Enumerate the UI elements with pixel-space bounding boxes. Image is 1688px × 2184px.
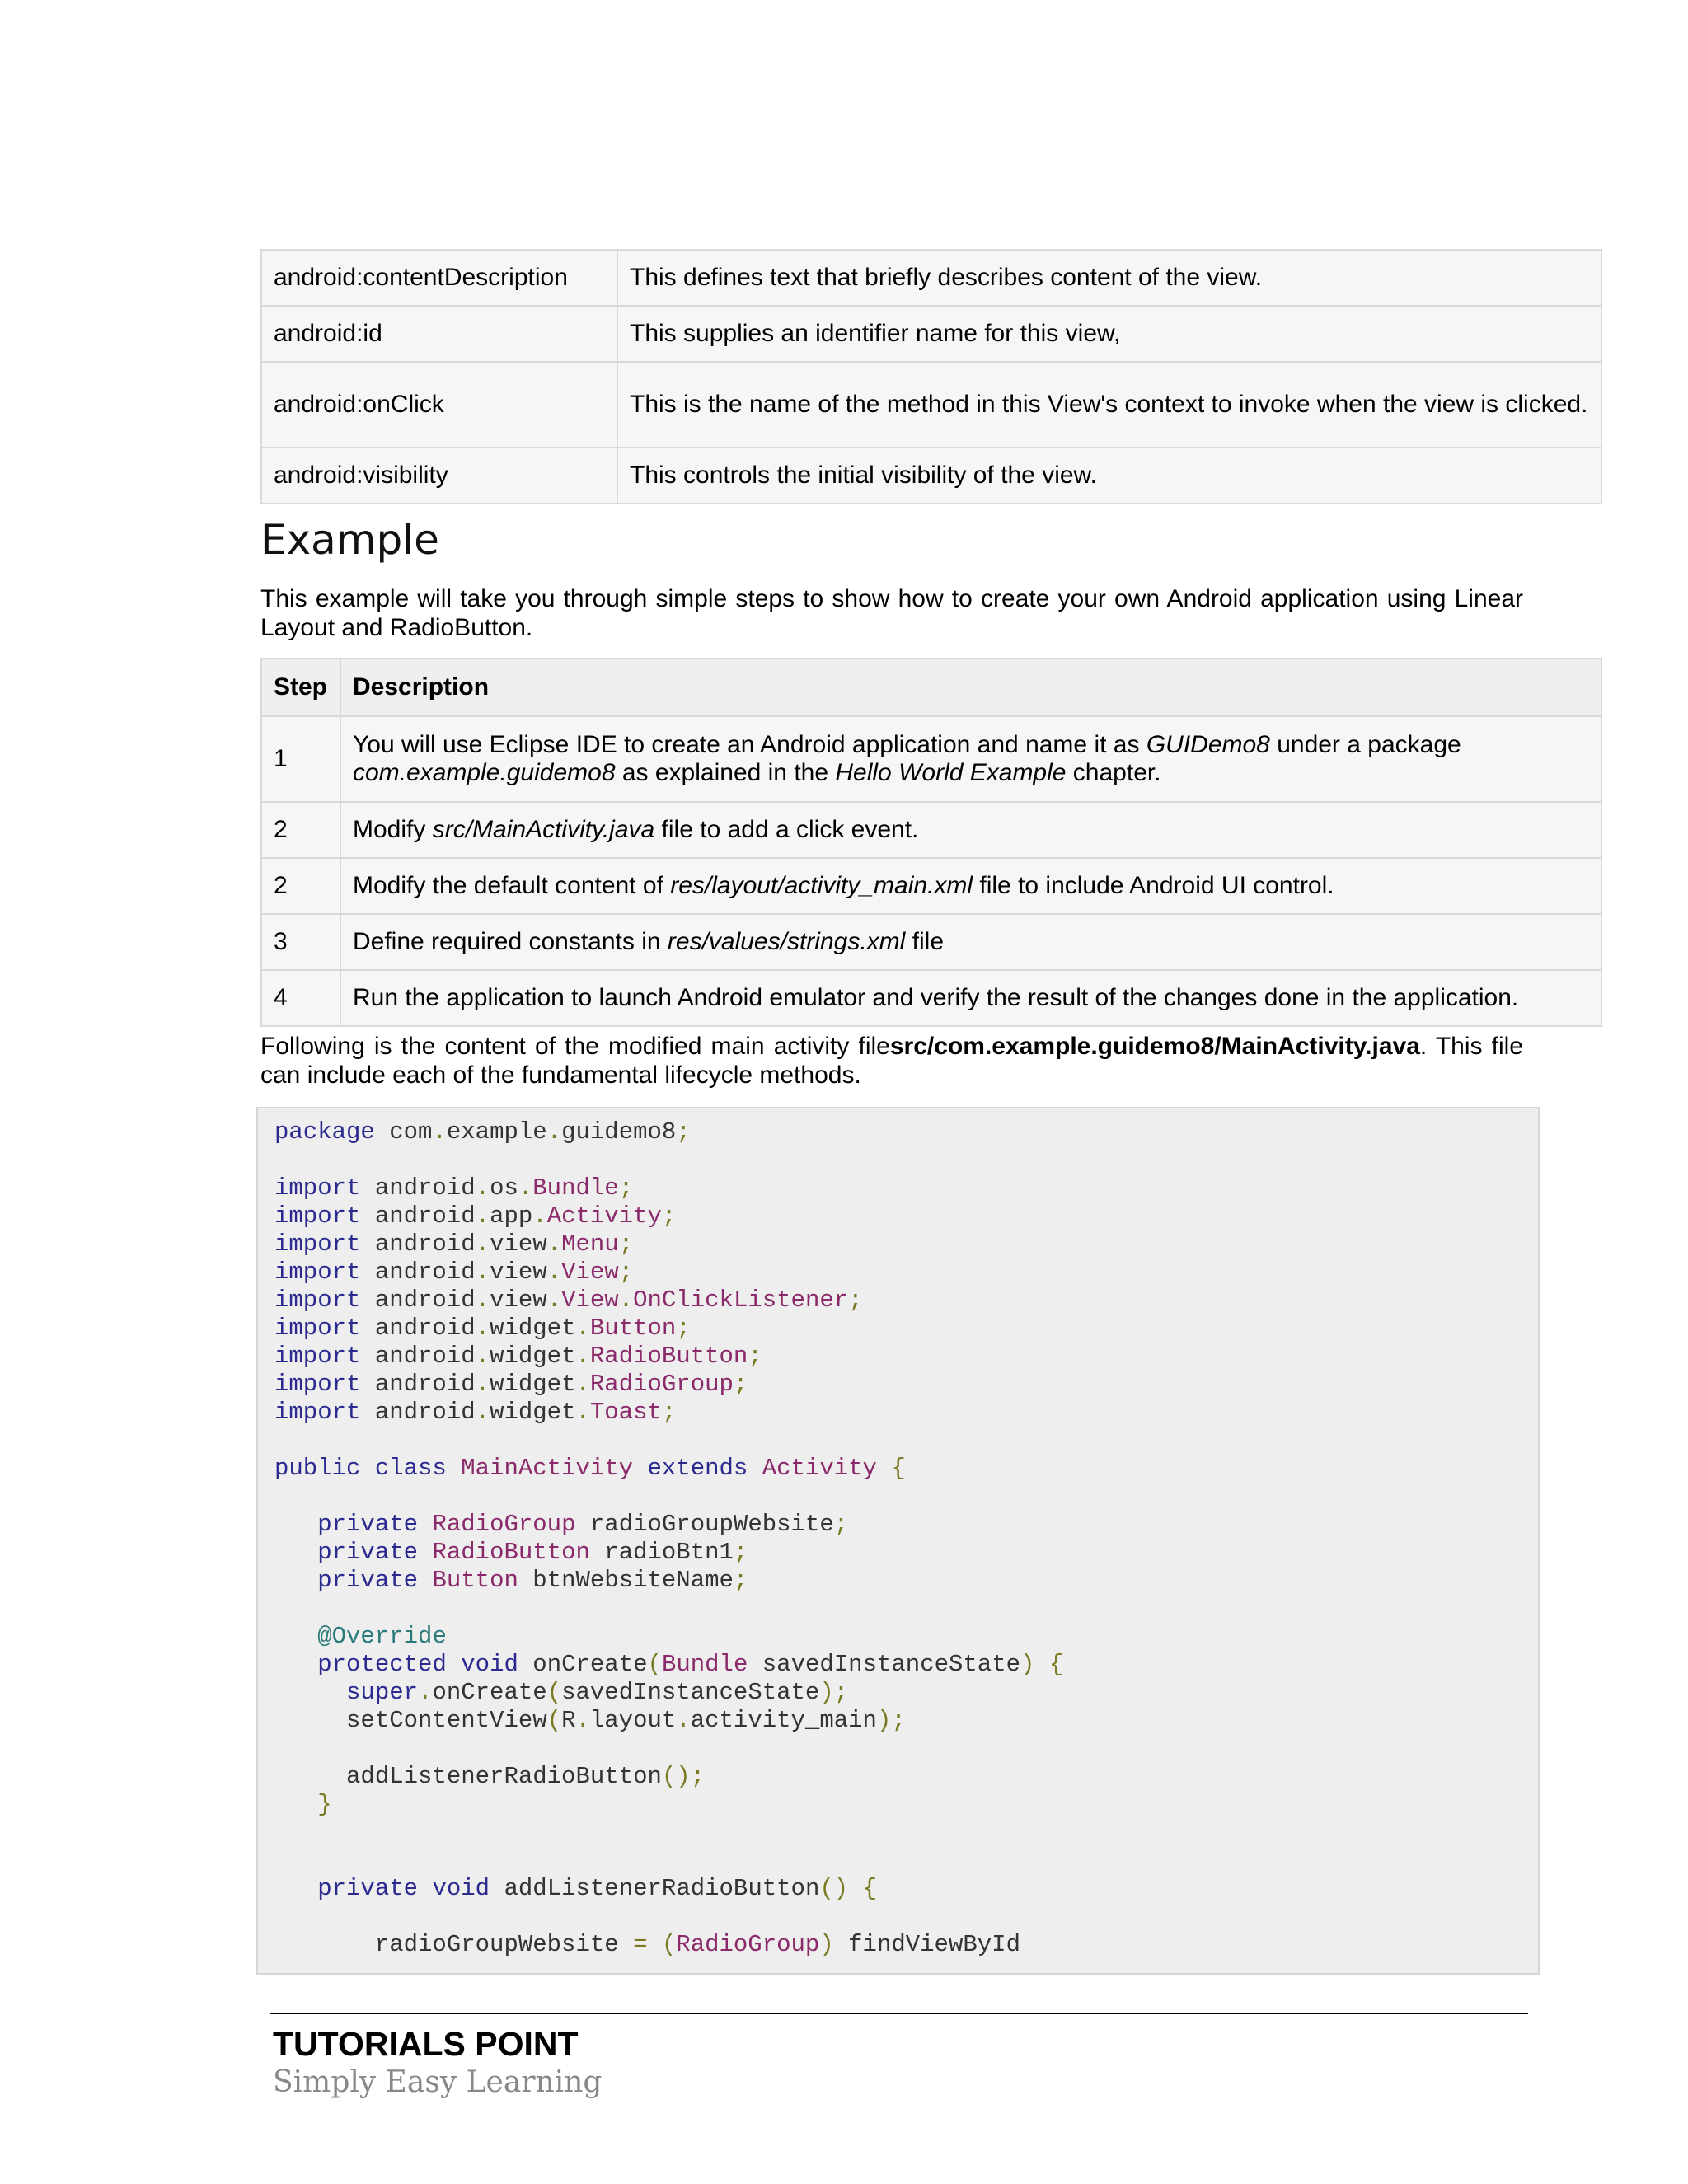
code-token: RadioGroup — [676, 1931, 820, 1958]
code-token: import — [274, 1315, 361, 1342]
text-segment: as explained in the — [615, 759, 836, 786]
code-token: ) — [819, 1931, 834, 1958]
code-token: Activity — [546, 1202, 662, 1230]
code-token — [447, 1651, 461, 1678]
code-token: . — [546, 1286, 562, 1314]
code-token: view — [490, 1230, 547, 1258]
code-token: View — [561, 1258, 619, 1286]
code-token — [274, 1679, 346, 1706]
code-token: radioGroupWebsite — [274, 1931, 634, 1958]
attribute-description: This is the name of the method in this View's context to invoke when the view is clicked. — [617, 362, 1601, 448]
table-row — [261, 250, 1601, 306]
code-token: . — [432, 1118, 447, 1146]
step-description — [340, 914, 1601, 970]
code-token: { — [862, 1875, 877, 1902]
code-token: view — [490, 1286, 547, 1314]
code-token: import — [274, 1230, 361, 1258]
code-token: . — [518, 1174, 533, 1202]
code-token: . — [546, 1230, 562, 1258]
code-token — [418, 1567, 432, 1594]
code-line — [274, 1371, 748, 1399]
code-line — [274, 1455, 906, 1483]
step-number: 2 — [261, 802, 340, 858]
code-line — [274, 1735, 288, 1763]
code-token — [418, 1875, 432, 1902]
code-token: ); — [819, 1679, 849, 1706]
text-segment: Following is the content of the modified main activity file — [260, 1033, 890, 1060]
text-segment: file — [905, 928, 944, 955]
footer-tagline: Simply Easy Learning — [273, 2065, 603, 2099]
code-token: radioGroupWebsite — [575, 1511, 834, 1538]
code-line — [274, 1427, 288, 1455]
code-token: RadioButton — [589, 1343, 748, 1370]
code-token: . — [546, 1258, 562, 1286]
code-token: extends — [647, 1455, 748, 1482]
table-row — [261, 448, 1601, 504]
code-token: . — [475, 1258, 490, 1286]
code-token: addListenerRadioButton — [274, 1763, 662, 1790]
code-token: ; — [733, 1371, 748, 1398]
code-token: guidemo8 — [561, 1118, 677, 1146]
code-line — [274, 1651, 1063, 1679]
code-token: ; — [661, 1202, 677, 1230]
code-token: ) — [1020, 1651, 1035, 1678]
code-token: ; — [848, 1286, 863, 1314]
attribute-description: This supplies an identifier name for this view, — [617, 306, 1601, 362]
code-token: ( — [546, 1679, 562, 1706]
table-row — [261, 858, 1601, 914]
text-segment: You will use Eclipse IDE to create an Android application and name it as — [353, 731, 1146, 758]
code-token — [748, 1455, 762, 1482]
code-token: View — [561, 1286, 619, 1314]
code-token: ( — [546, 1707, 562, 1734]
code-token: ; — [661, 1399, 677, 1426]
code-token: ; — [733, 1539, 748, 1566]
table-row — [261, 362, 1601, 448]
code-token: widget — [490, 1343, 576, 1370]
code-token: protected — [317, 1651, 447, 1678]
code-line — [274, 1315, 691, 1343]
code-token: Button — [589, 1315, 677, 1342]
section-heading: Example — [260, 516, 439, 564]
code-token: ; — [833, 1511, 849, 1538]
step-number: 1 — [261, 716, 340, 802]
text-segment: file to include Android UI control. — [973, 872, 1334, 899]
table-header-row — [261, 658, 1601, 716]
code-token — [274, 1651, 317, 1678]
code-token: savedInstanceState — [561, 1679, 820, 1706]
code-token: ); — [876, 1707, 906, 1734]
text-segment: chapter. — [1066, 759, 1161, 786]
code-token: onCreate — [432, 1679, 547, 1706]
code-token — [274, 1623, 317, 1650]
code-token: Bundle — [661, 1651, 748, 1678]
code-token: android — [360, 1343, 476, 1370]
code-token: radioBtn1 — [589, 1539, 734, 1566]
code-token: android — [360, 1230, 476, 1258]
text-segment: Modify the default content of — [353, 872, 671, 899]
code-token: android — [360, 1315, 476, 1342]
code-token: com — [374, 1118, 433, 1146]
following-paragraph — [260, 1032, 1523, 1090]
code-token: { — [891, 1455, 906, 1482]
italic-text: res/values/strings.xml — [667, 928, 906, 955]
code-token — [877, 1455, 891, 1482]
steps-table — [260, 658, 1602, 1027]
code-token: . — [475, 1202, 490, 1230]
code-token: void — [461, 1651, 518, 1678]
code-token: . — [575, 1707, 590, 1734]
code-token — [274, 1567, 317, 1594]
table-row — [261, 306, 1601, 362]
code-token: RadioButton — [432, 1539, 590, 1566]
description-column-header: Description — [340, 658, 1601, 716]
code-token: findViewById — [833, 1931, 1020, 1958]
code-token: package — [274, 1118, 375, 1146]
code-token: android — [360, 1202, 476, 1230]
code-token: . — [475, 1371, 490, 1398]
code-token: . — [575, 1371, 590, 1398]
code-line — [274, 1202, 676, 1230]
attribute-name: android:visibility — [261, 448, 617, 504]
code-token: @Override — [317, 1623, 447, 1650]
code-token — [647, 1931, 661, 1958]
code-token: import — [274, 1174, 361, 1202]
code-token: setContentView — [274, 1707, 547, 1734]
code-token — [418, 1511, 432, 1538]
code-token — [447, 1455, 461, 1482]
code-token: android — [360, 1371, 476, 1398]
text-segment: Define required constants in — [353, 928, 668, 955]
code-token: void — [432, 1875, 490, 1902]
code-token: savedInstanceState — [748, 1651, 1021, 1678]
intro-paragraph: This example will take you through simple steps to show how to create your own Android application using Linear Layout and RadioButton. — [260, 585, 1523, 641]
code-token: android — [360, 1258, 476, 1286]
code-token: . — [546, 1118, 562, 1146]
code-token: RadioGroup — [589, 1371, 734, 1398]
code-token: . — [575, 1399, 590, 1426]
italic-text: GUIDemo8 — [1146, 731, 1270, 758]
code-token: . — [475, 1230, 490, 1258]
code-token — [848, 1875, 862, 1902]
code-token: activity_main — [690, 1707, 877, 1734]
code-token: . — [475, 1174, 490, 1202]
code-token: ; — [618, 1258, 634, 1286]
step-column-header: Step — [261, 658, 340, 716]
code-token: . — [676, 1707, 691, 1734]
code-block — [256, 1107, 1540, 1975]
code-token: ; — [748, 1343, 762, 1370]
step-description — [340, 858, 1601, 914]
code-token: () — [819, 1875, 849, 1902]
text-segment: Modify — [353, 816, 433, 843]
code-line — [274, 1679, 848, 1707]
code-token: = — [633, 1931, 648, 1958]
code-token: MainActivity — [461, 1455, 634, 1482]
text-segment: Run the application to launch Android emulator and verify the result of the changes done in the application. — [353, 984, 1519, 1011]
code-token: ( — [647, 1651, 662, 1678]
code-token: android — [360, 1174, 476, 1202]
attribute-description: This controls the initial visibility of the view. — [617, 448, 1601, 504]
code-token: ; — [676, 1315, 691, 1342]
text-segment: . This file can include each of the fundamental lifecycle methods. — [260, 1033, 1523, 1089]
code-token: (); — [661, 1763, 706, 1790]
code-token: import — [274, 1258, 361, 1286]
code-token: RadioGroup — [432, 1511, 576, 1538]
code-token: . — [475, 1399, 490, 1426]
code-token: view — [490, 1258, 547, 1286]
code-token: R — [561, 1707, 576, 1734]
code-line — [274, 1258, 633, 1286]
code-token: btnWebsiteName — [518, 1567, 734, 1594]
code-line — [274, 1847, 288, 1875]
table-row — [261, 914, 1601, 970]
code-line — [274, 1511, 848, 1539]
code-token: private — [317, 1539, 419, 1566]
step-number: 3 — [261, 914, 340, 970]
code-token: . — [618, 1286, 634, 1314]
text-segment: under a package — [1269, 731, 1461, 758]
code-line — [274, 1595, 288, 1623]
code-line — [274, 1567, 748, 1595]
code-line — [274, 1623, 447, 1651]
code-token: } — [317, 1791, 332, 1818]
code-token: ; — [618, 1174, 634, 1202]
code-token: import — [274, 1202, 361, 1230]
code-token: os — [490, 1174, 518, 1202]
code-token: . — [532, 1202, 547, 1230]
code-token: widget — [490, 1399, 576, 1426]
step-description — [340, 970, 1601, 1026]
code-token: ( — [661, 1931, 677, 1958]
code-line — [274, 1174, 633, 1202]
step-number: 4 — [261, 970, 340, 1026]
code-line — [274, 1763, 705, 1791]
code-line — [274, 1343, 762, 1371]
code-token: super — [346, 1679, 419, 1706]
code-token: Toast — [589, 1399, 662, 1426]
code-token — [1034, 1651, 1048, 1678]
code-token: onCreate — [518, 1651, 648, 1678]
code-line — [274, 1146, 288, 1174]
code-line — [274, 1819, 288, 1847]
code-token: Button — [432, 1567, 518, 1594]
code-token: addListenerRadioButton — [490, 1875, 820, 1902]
code-line — [274, 1791, 332, 1819]
code-line — [274, 1707, 906, 1735]
code-token: import — [274, 1371, 361, 1398]
code-line — [274, 1286, 863, 1315]
table-row — [261, 802, 1601, 858]
code-token: . — [575, 1343, 590, 1370]
step-description — [340, 802, 1601, 858]
step-description — [340, 716, 1601, 802]
code-line — [274, 1483, 288, 1511]
code-line — [274, 1539, 748, 1567]
code-line — [274, 1903, 288, 1931]
code-token: . — [418, 1679, 433, 1706]
code-token: Activity — [762, 1455, 877, 1482]
code-token: Menu — [561, 1230, 619, 1258]
code-token: android — [360, 1286, 476, 1314]
code-token: private — [317, 1875, 419, 1902]
code-token: . — [475, 1343, 490, 1370]
code-token: import — [274, 1343, 361, 1370]
file-path: src/com.example.guidemo8/MainActivity.java — [889, 1033, 1420, 1060]
italic-text: com.example.guidemo8 — [353, 759, 616, 786]
code-line — [274, 1875, 877, 1903]
code-token: ; — [618, 1230, 634, 1258]
attribute-name: android:onClick — [261, 362, 617, 448]
code-token: import — [274, 1286, 361, 1314]
table-row — [261, 970, 1601, 1026]
code-token: . — [475, 1286, 490, 1314]
attribute-name: android:contentDescription — [261, 250, 617, 306]
code-token: ; — [676, 1118, 691, 1146]
code-token: . — [575, 1315, 590, 1342]
step-number: 2 — [261, 858, 340, 914]
code-token: . — [475, 1315, 490, 1342]
code-token: import — [274, 1399, 361, 1426]
italic-text: src/MainActivity.java — [432, 816, 655, 843]
code-token: private — [317, 1511, 419, 1538]
code-token — [274, 1791, 317, 1818]
italic-text: res/layout/activity_main.xml — [670, 872, 973, 899]
code-token: widget — [490, 1315, 576, 1342]
footer-brand: TUTORIALS POINT — [273, 2025, 579, 2063]
code-line — [274, 1399, 676, 1427]
code-token: widget — [490, 1371, 576, 1398]
code-token — [633, 1455, 647, 1482]
code-token: public class — [274, 1455, 447, 1482]
code-token: Bundle — [532, 1174, 619, 1202]
code-token — [274, 1539, 317, 1566]
code-token: example — [446, 1118, 547, 1146]
code-token — [274, 1875, 317, 1902]
code-token — [274, 1511, 317, 1538]
attributes-table — [260, 249, 1602, 504]
code-line — [274, 1118, 691, 1146]
code-token: app — [490, 1202, 533, 1230]
code-token: ; — [733, 1567, 748, 1594]
code-token: layout — [589, 1707, 677, 1734]
text-segment: file to add a click event. — [654, 816, 919, 843]
attribute-name: android:id — [261, 306, 617, 362]
italic-text: Hello World Example — [835, 759, 1067, 786]
code-line — [274, 1230, 633, 1258]
code-token: { — [1048, 1651, 1064, 1678]
code-token: android — [360, 1399, 476, 1426]
attribute-description: This defines text that briefly describes content of the view. — [617, 250, 1601, 306]
code-token: OnClickListener — [633, 1286, 849, 1314]
code-line — [274, 1931, 1020, 1959]
code-token: private — [317, 1567, 419, 1594]
code-token — [418, 1539, 432, 1566]
footer-divider — [270, 2013, 1528, 2014]
table-row — [261, 716, 1601, 802]
